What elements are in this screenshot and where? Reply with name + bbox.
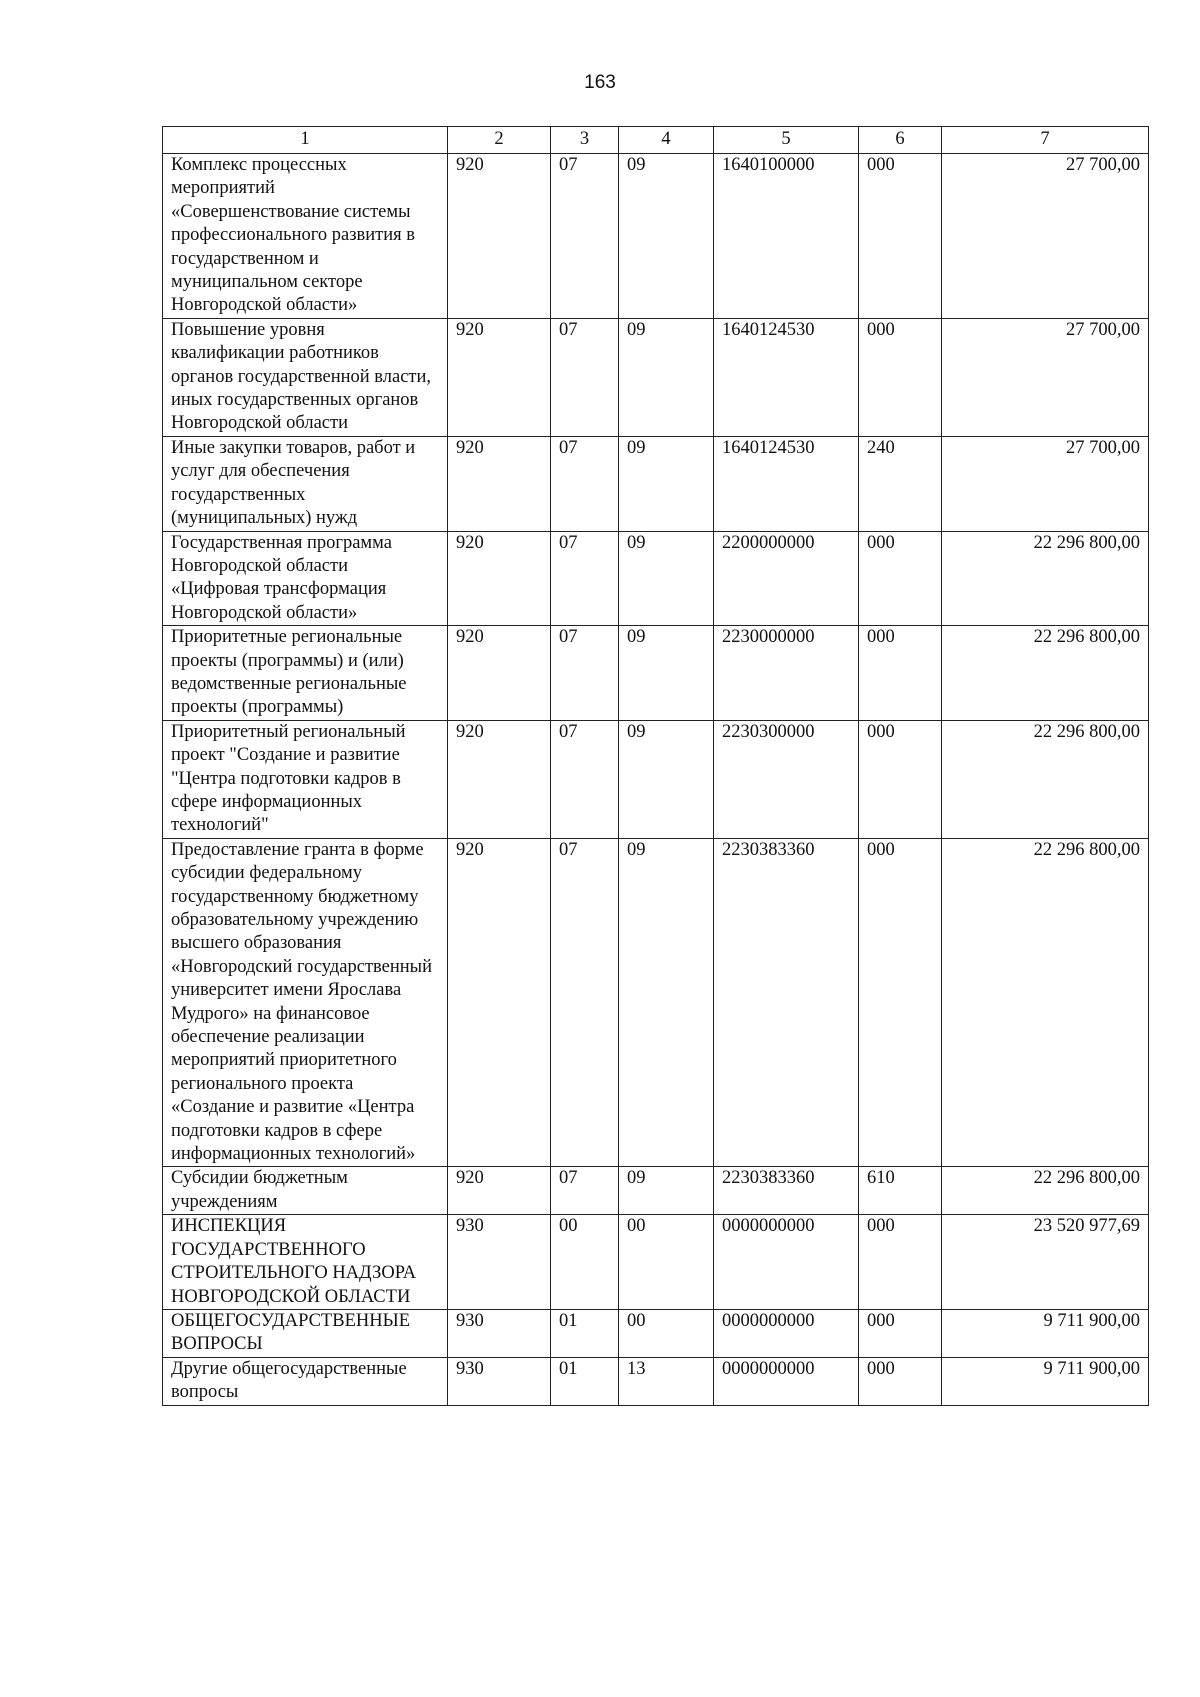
amount: 22 296 800,00 xyxy=(942,838,1149,1167)
expense-type-code: 000 xyxy=(859,838,942,1167)
amount: 22 296 800,00 xyxy=(942,720,1149,838)
table-row xyxy=(163,838,1149,1167)
table-row xyxy=(163,436,1149,531)
section-code: 01 xyxy=(551,1357,619,1405)
column-header: 1 xyxy=(163,127,448,154)
grbs-code: 920 xyxy=(448,318,551,436)
subsection-code: 09 xyxy=(619,531,714,626)
subsection-code: 09 xyxy=(619,318,714,436)
expense-type-code: 000 xyxy=(859,626,942,721)
grbs-code: 920 xyxy=(448,1167,551,1215)
subsection-code: 09 xyxy=(619,1167,714,1215)
grbs-code: 920 xyxy=(448,838,551,1167)
grbs-code: 920 xyxy=(448,720,551,838)
grbs-code: 930 xyxy=(448,1215,551,1310)
expense-type-code: 000 xyxy=(859,1309,942,1357)
column-header: 7 xyxy=(942,127,1149,154)
table-row xyxy=(163,154,1149,319)
amount: 22 296 800,00 xyxy=(942,1167,1149,1215)
table-row xyxy=(163,1167,1149,1215)
grbs-code: 920 xyxy=(448,154,551,319)
budget-table xyxy=(162,126,1149,1406)
grbs-code: 920 xyxy=(448,626,551,721)
section-code: 07 xyxy=(551,720,619,838)
target-article-code: 1640124530 xyxy=(714,318,859,436)
amount: 27 700,00 xyxy=(942,436,1149,531)
grbs-code: 920 xyxy=(448,436,551,531)
expense-type-code: 000 xyxy=(859,154,942,319)
table-body xyxy=(163,154,1149,1406)
expense-type-code: 000 xyxy=(859,1357,942,1405)
item-name: Предоставление гранта в форме субсидии федеральному государственному бюджетному образовательному учреждению высшего образования «Новгородский государственный университет имени Ярослава Мудрого» на финансовое обеспечение реализации мероприятий приоритетного регионального проекта «Создание и развитие «Центра подготовки кадров в сфере информационных технологий» xyxy=(163,838,448,1167)
expense-type-code: 240 xyxy=(859,436,942,531)
column-header: 6 xyxy=(859,127,942,154)
section-code: 07 xyxy=(551,436,619,531)
subsection-code: 09 xyxy=(619,436,714,531)
amount: 9 711 900,00 xyxy=(942,1357,1149,1405)
column-header: 2 xyxy=(448,127,551,154)
subsection-code: 09 xyxy=(619,626,714,721)
table-row xyxy=(163,1215,1149,1310)
item-name: Другие общегосударственные вопросы xyxy=(163,1357,448,1405)
subsection-code: 09 xyxy=(619,838,714,1167)
amount: 22 296 800,00 xyxy=(942,531,1149,626)
section-code: 07 xyxy=(551,531,619,626)
item-name: ОБЩЕГОСУДАРСТВЕННЫЕ ВОПРОСЫ xyxy=(163,1309,448,1357)
expense-type-code: 000 xyxy=(859,720,942,838)
target-article-code: 1640100000 xyxy=(714,154,859,319)
grbs-code: 930 xyxy=(448,1309,551,1357)
target-article-code: 0000000000 xyxy=(714,1215,859,1310)
section-code: 07 xyxy=(551,154,619,319)
grbs-code: 920 xyxy=(448,531,551,626)
target-article-code: 2200000000 xyxy=(714,531,859,626)
item-name: Субсидии бюджетным учреждениям xyxy=(163,1167,448,1215)
expense-type-code: 000 xyxy=(859,1215,942,1310)
grbs-code: 930 xyxy=(448,1357,551,1405)
expense-type-code: 000 xyxy=(859,531,942,626)
subsection-code: 00 xyxy=(619,1215,714,1310)
table-row xyxy=(163,1309,1149,1357)
amount: 22 296 800,00 xyxy=(942,626,1149,721)
table-row xyxy=(163,626,1149,721)
section-code: 01 xyxy=(551,1309,619,1357)
table-row xyxy=(163,1357,1149,1405)
target-article-code: 2230300000 xyxy=(714,720,859,838)
target-article-code: 1640124530 xyxy=(714,436,859,531)
header-row xyxy=(163,127,1149,154)
target-article-code: 0000000000 xyxy=(714,1309,859,1357)
table-row xyxy=(163,318,1149,436)
table-row xyxy=(163,720,1149,838)
target-article-code: 2230000000 xyxy=(714,626,859,721)
section-code: 07 xyxy=(551,626,619,721)
expense-type-code: 610 xyxy=(859,1167,942,1215)
subsection-code: 00 xyxy=(619,1309,714,1357)
table-header xyxy=(163,127,1149,154)
amount: 27 700,00 xyxy=(942,154,1149,319)
target-article-code: 2230383360 xyxy=(714,1167,859,1215)
item-name: Приоритетные региональные проекты (программы) и (или) ведомственные региональные проекты (программы) xyxy=(163,626,448,721)
section-code: 07 xyxy=(551,318,619,436)
item-name: Государственная программа Новгородской области «Цифровая трансформация Новгородской области» xyxy=(163,531,448,626)
column-header: 3 xyxy=(551,127,619,154)
item-name: Приоритетный региональный проект "Создание и развитие "Центра подготовки кадров в сфере информационных технологий" xyxy=(163,720,448,838)
subsection-code: 09 xyxy=(619,154,714,319)
amount: 27 700,00 xyxy=(942,318,1149,436)
column-header: 5 xyxy=(714,127,859,154)
table-row xyxy=(163,531,1149,626)
section-code: 07 xyxy=(551,1167,619,1215)
item-name: Комплекс процессных мероприятий «Совершенствование системы профессионального развития в государственном и муниципальном секторе Новгородской области» xyxy=(163,154,448,319)
item-name: Иные закупки товаров, работ и услуг для обеспечения государственных (муниципальных) нужд xyxy=(163,436,448,531)
column-header: 4 xyxy=(619,127,714,154)
page-number: 163 xyxy=(584,72,616,93)
expense-type-code: 000 xyxy=(859,318,942,436)
target-article-code: 0000000000 xyxy=(714,1357,859,1405)
target-article-code: 2230383360 xyxy=(714,838,859,1167)
section-code: 07 xyxy=(551,838,619,1167)
subsection-code: 09 xyxy=(619,720,714,838)
subsection-code: 13 xyxy=(619,1357,714,1405)
amount: 9 711 900,00 xyxy=(942,1309,1149,1357)
section-code: 00 xyxy=(551,1215,619,1310)
amount: 23 520 977,69 xyxy=(942,1215,1149,1310)
item-name: Повышение уровня квалификации работников органов государственной власти, иных государственных органов Новгородской области xyxy=(163,318,448,436)
item-name: ИНСПЕКЦИЯ ГОСУДАРСТВЕННОГО СТРОИТЕЛЬНОГО НАДЗОРА НОВГОРОДСКОЙ ОБЛАСТИ xyxy=(163,1215,448,1310)
